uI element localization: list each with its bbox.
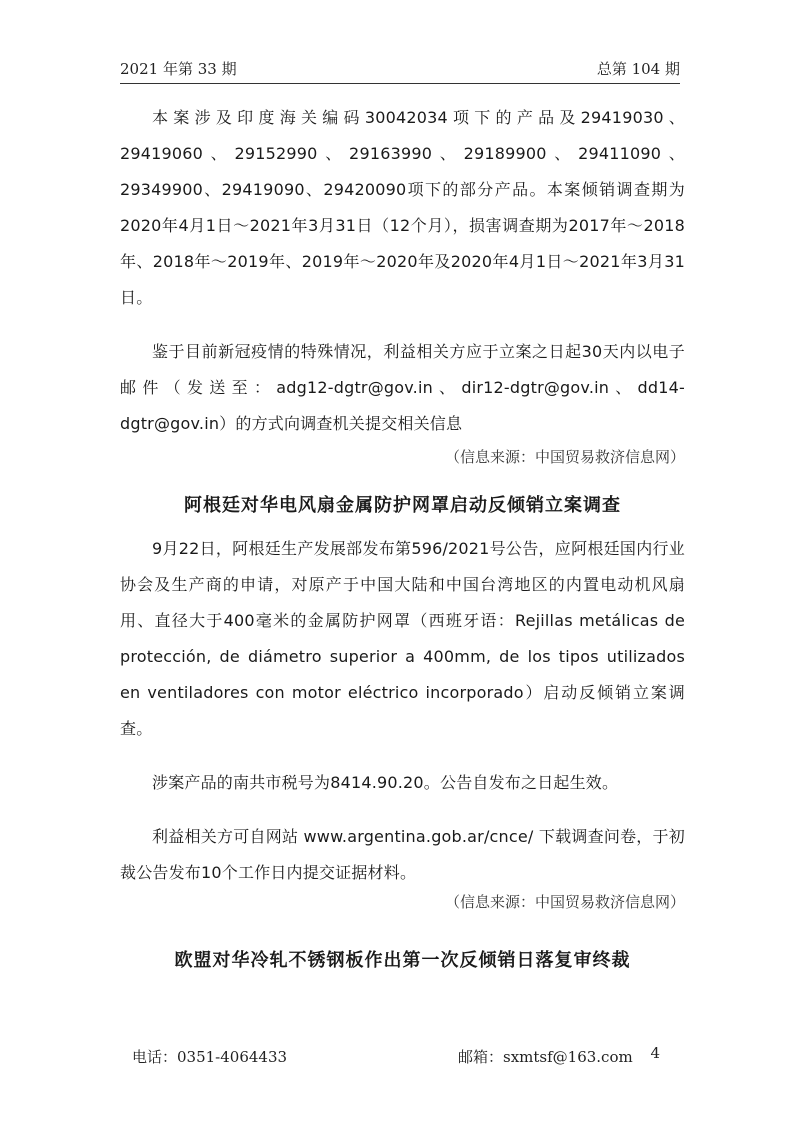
source-note: （信息来源：中国贸易救济信息网） — [444, 448, 685, 466]
india-case-products-paragraph: 本案涉及印度海关编码30042034项下的产品及29419030、29419060、29152990、29163990、29189900、29411090、29349900、29419090、29420090项下的部分产品。本案倾销调查期为2020年4月1日～2021年3月31日（12个月），损害调查期为2017年～2018年、2018年～2019年、2019年～2020年及2020年4月1日～2021年3月31日。 — [120, 108, 685, 307]
issue-number: 2021 年第 33 期 — [120, 60, 237, 78]
article-title-argentina: 阿根廷对华电风扇金属防护网罩启动反倾销立案调查 — [184, 495, 621, 516]
argentina-questionnaire-paragraph: 利益相关方可自网站 www.argentina.gob.ar/cnce/ 下载调查问卷，于初裁公告发布10个工作日内提交证据材料。 — [120, 827, 685, 882]
footer-phone: 电话：0351-4064433 — [132, 1048, 288, 1066]
source-note-2: （信息来源：中国贸易救济信息网） — [444, 893, 685, 911]
article-body — [120, 100, 685, 972]
header-divider — [120, 83, 680, 84]
total-issue-number: 总第 104 期 — [596, 60, 680, 78]
argentina-tariff-paragraph: 涉案产品的南共市税号为8414.90.20。公告自发布之日起生效。 — [152, 773, 619, 792]
argentina-announcement-paragraph: 9月22日，阿根廷生产发展部发布第596/2021号公告，应阿根廷国内行业协会及生产商的申请，对原产于中国大陆和中国台湾地区的内置电动机风扇用、直径大于400毫米的金属防护网罩（西班牙语：Rejillas metálicas de protección, de diámetro superior a 400mm, de los tipos utilizados en ventiladores con motor eléctrico incorporado）启动反倾销立案调查。 — [120, 539, 685, 738]
page-number: 4 — [650, 1044, 660, 1062]
page-footer — [120, 1046, 680, 1066]
article-title-eu: 欧盟对华冷轧不锈钢板作出第一次反倾销日落复审终裁 — [174, 950, 631, 971]
footer-email: 邮箱：sxmtsf@163.com — [458, 1048, 633, 1066]
page-header — [120, 58, 680, 80]
india-case-submission-paragraph: 鉴于目前新冠疫情的特殊情况，利益相关方应于立案之日起30天内以电子邮件（发送至：adg12-dgtr@gov.in、dir12-dgtr@gov.in、dd14-dgtr@gov.in）的方式向调查机关提交相关信息 — [120, 342, 685, 433]
